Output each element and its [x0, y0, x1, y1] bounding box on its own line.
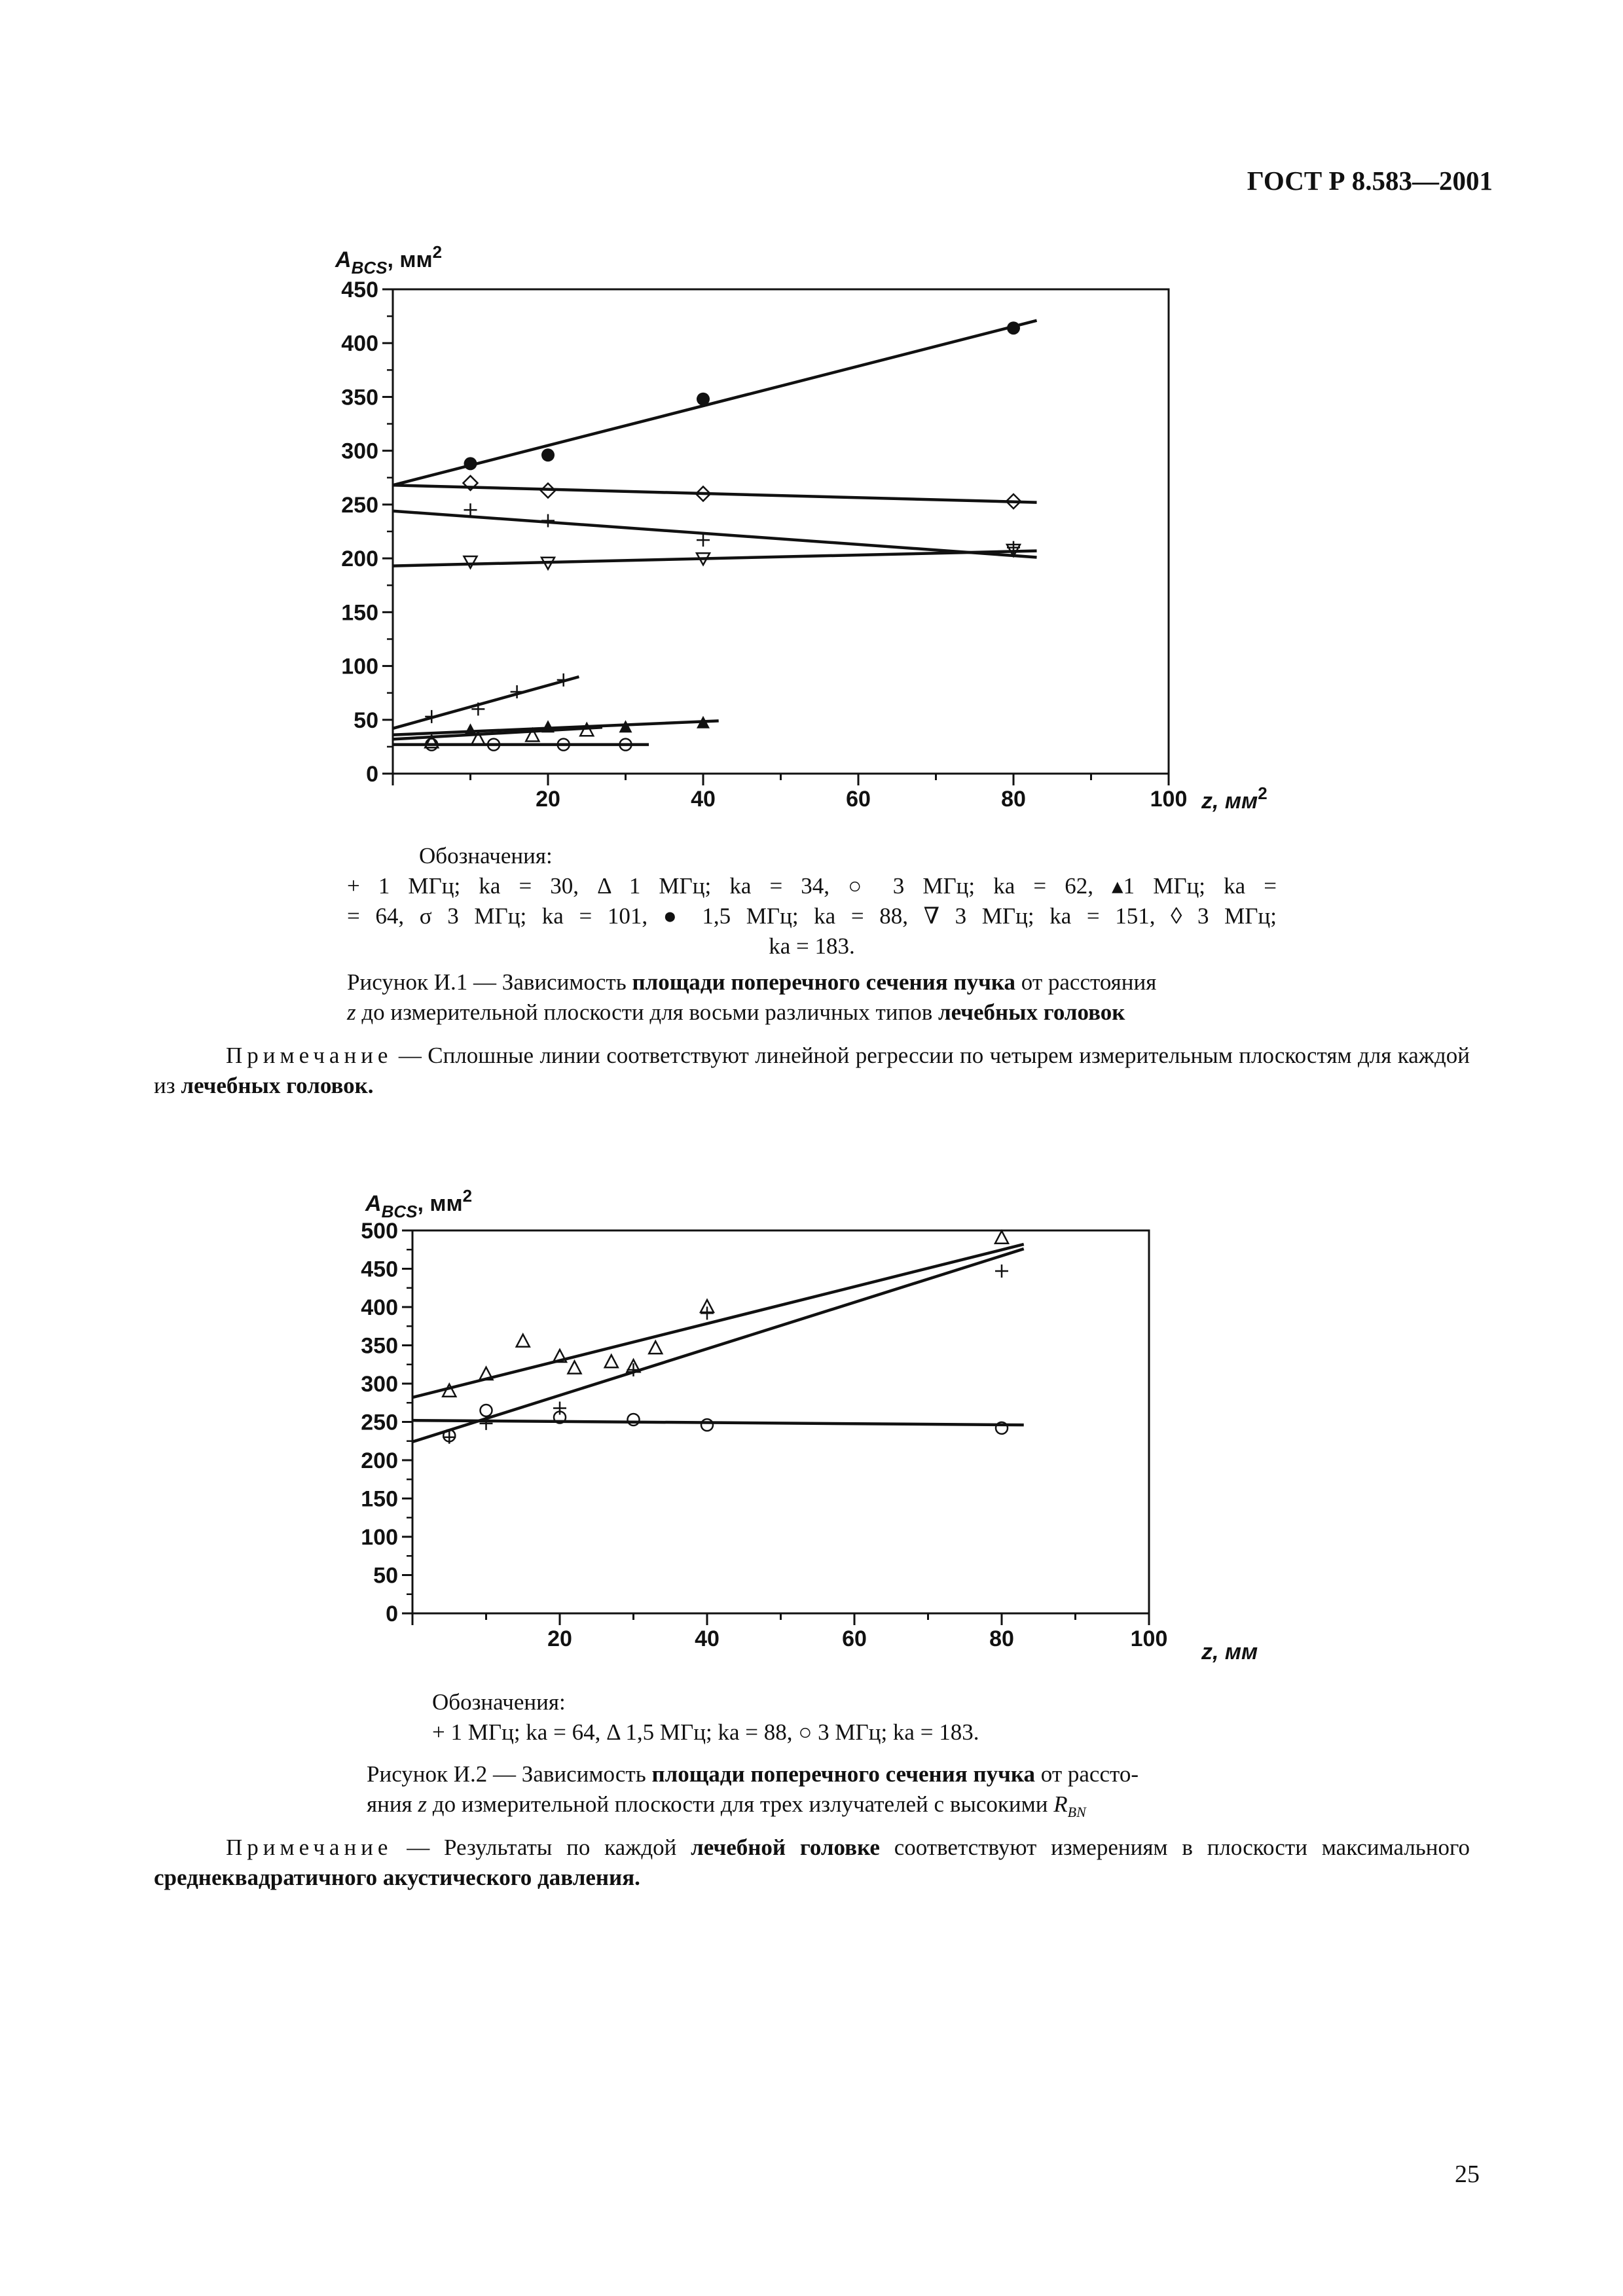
fig1-legend-title: Обозначения: — [419, 843, 553, 869]
figure1-note — [154, 1041, 1470, 1101]
fig1-ytick-label: 150 — [341, 600, 378, 626]
fig1-caption-bold: площади поперечного сечения пучка — [632, 969, 1016, 995]
fig1-ytick-label: 200 — [341, 547, 378, 572]
fig1-point-plus — [541, 514, 555, 528]
fig2-ylabel-sup: 2 — [462, 1186, 473, 1206]
figure1-chart — [288, 236, 1309, 825]
fig1-ytick-label: 100 — [341, 654, 378, 679]
fig2-ytick-label: 50 — [373, 1563, 398, 1588]
fig1-xtick-label: 80 — [1001, 787, 1026, 812]
figure2-caption — [367, 1759, 1283, 1827]
fig1-legend-line1: + 1 МГц; ka = 30, Δ 1 МГц; ka = 34, ○ 3 МГц; ka = 62, ▴1 МГц; ka = — [347, 873, 1277, 899]
fig2-point-plus — [995, 1265, 1008, 1278]
fig2-xlabel: z, мм — [1201, 1640, 1258, 1662]
fig2-ytick-label: 250 — [361, 1410, 398, 1435]
svg-text:ABCS, мм2 — [335, 242, 442, 278]
fig2-xtick-label: 40 — [695, 1626, 720, 1651]
fig1-xlabel-sup: 2 — [1258, 783, 1267, 803]
fig2-ytick-label: 350 — [361, 1333, 398, 1359]
fig2-point-triangle — [517, 1335, 530, 1347]
fig1-ytick-label: 50 — [354, 708, 378, 733]
fig2-ytick-label: 0 — [386, 1602, 398, 1626]
fig1-xtick-label: 60 — [846, 787, 871, 812]
svg-text:z, мм2 — [1201, 783, 1267, 814]
fig2-caption-text3: яния — [367, 1791, 418, 1817]
fig1-regression-line-3 — [393, 551, 1037, 566]
fig1-regression-line-0 — [393, 321, 1037, 486]
fig2-note-bold: лечебной головке — [691, 1835, 880, 1860]
fig1-note-bold: лечебных головок. — [181, 1073, 374, 1098]
fig2-note-label: Примечание — [226, 1835, 393, 1860]
fig2-caption-text: Рисунок И.2 — Зависимость — [367, 1761, 652, 1787]
fig1-ytick-label: 350 — [341, 385, 378, 410]
fig2-xtick-label: 100 — [1130, 1626, 1168, 1651]
fig2-legend-line1: + 1 МГц; ka = 64, Δ 1,5 МГц; ka = 88, ○ 3 МГц; ka = 183. — [432, 1719, 979, 1745]
fig2-note-text: — Результаты по каждой — [392, 1835, 691, 1860]
figure2-legend — [432, 1687, 1283, 1748]
figure2-note — [154, 1833, 1470, 1893]
fig2-point-triangle — [605, 1355, 618, 1367]
fig1-plot-frame — [393, 289, 1169, 774]
figure1-legend — [347, 841, 1277, 961]
fig1-point-plus — [557, 673, 570, 687]
fig1-ytick-label: 450 — [341, 278, 378, 302]
fig1-regression-line-5 — [393, 721, 719, 734]
fig2-regression-line-0 — [412, 1244, 1024, 1397]
fig1-point-filled-circle — [541, 448, 555, 461]
fig2-point-triangle — [995, 1231, 1008, 1244]
fig1-ytick-label: 0 — [366, 762, 378, 787]
fig2-ytick-label: 200 — [361, 1448, 398, 1473]
fig1-ylabel-main: A — [335, 247, 352, 272]
fig2-xtick-label: 80 — [989, 1626, 1014, 1651]
fig1-note-label: Примечание — [226, 1043, 393, 1068]
fig2-xtick-label: 60 — [842, 1626, 867, 1651]
fig1-point-down-triangle — [464, 556, 477, 568]
fig1-note-text: — Сплошные линии соответствуют линейной регрессии по четырем измерительным плоскостям для каждой из — [154, 1043, 1470, 1098]
fig2-ylabel-main: A — [365, 1191, 382, 1216]
fig1-caption-bold2: лечебных головок — [938, 999, 1125, 1025]
fig1-caption-text3: до измерительной плоскости для восьми различных типов — [356, 999, 938, 1025]
fig2-caption-var2: R — [1053, 1791, 1068, 1817]
page-number: 25 — [1455, 2161, 1480, 2188]
fig1-xlabel: z, мм — [1201, 789, 1258, 814]
fig2-point-triangle — [568, 1361, 581, 1374]
fig2-xtick-label: 20 — [547, 1626, 572, 1651]
fig1-xtick-label: 40 — [691, 787, 716, 812]
fig2-caption-bold: площади поперечного сечения пучка — [651, 1761, 1036, 1787]
fig1-point-plus — [425, 710, 438, 723]
fig2-regression-line-2 — [412, 1420, 1024, 1425]
fig1-regression-line-4 — [393, 677, 579, 728]
fig1-ylabel-unit: , мм — [387, 247, 433, 272]
fig1-caption-var: z — [347, 999, 356, 1025]
fig2-caption-text4: до измерительной плоскости для трех излучателей с высокими — [427, 1791, 1054, 1817]
fig2-ytick-label: 450 — [361, 1257, 398, 1282]
fig1-point-filled-circle — [464, 457, 477, 470]
fig2-caption-var: z — [418, 1791, 428, 1817]
fig2-point-circle — [481, 1405, 492, 1416]
fig2-regression-line-1 — [412, 1249, 1024, 1442]
fig2-caption-text2: от рассто- — [1035, 1761, 1139, 1787]
fig1-ylabel-sup: 2 — [432, 242, 443, 262]
fig1-ytick-label: 250 — [341, 492, 378, 518]
fig1-point-plus — [697, 533, 710, 547]
svg-text:z, мм — [1201, 1640, 1258, 1662]
fig2-ylabel-unit: , мм — [417, 1191, 463, 1216]
fig1-caption-text: Рисунок И.1 — Зависимость — [347, 969, 632, 995]
fig2-point-triangle — [649, 1341, 662, 1354]
fig1-point-filled-circle — [1007, 321, 1020, 334]
document-header: ГОСТ Р 8.583—2001 — [1247, 166, 1493, 196]
fig1-regression-line-1 — [393, 485, 1037, 502]
fig2-ytick-label: 500 — [361, 1219, 398, 1244]
fig1-xtick-label: 20 — [536, 787, 560, 812]
svg-text:ABCS, мм2 — [365, 1186, 472, 1221]
fig2-note-bold2: среднеквадратичного акустического давления. — [154, 1865, 640, 1890]
fig2-caption-sub: BN — [1067, 1804, 1086, 1820]
fig2-note-text2: соответствуют измерениям в плоскости максимального — [879, 1835, 1470, 1860]
fig2-ytick-label: 400 — [361, 1295, 398, 1320]
fig1-ytick-label: 400 — [341, 331, 378, 357]
fig1-legend-line3: ka = 183. — [769, 933, 855, 959]
fig2-legend-title: Обозначения: — [432, 1689, 566, 1715]
fig1-legend-line2: = 64, σ 3 МГц; ka = 101, ● 1,5 МГц; ka = 88, ∇ 3 МГц; ka = 151, ◊ 3 МГц; — [347, 903, 1277, 929]
figure2-svg — [334, 1178, 1316, 1662]
fig1-ylabel-sub: BCS — [351, 258, 388, 278]
fig2-ylabel-sub: BCS — [381, 1202, 418, 1221]
fig1-point-filled-circle — [697, 393, 710, 406]
fig2-point-circle — [628, 1414, 640, 1426]
fig2-ytick-label: 150 — [361, 1486, 398, 1512]
figure1-caption — [347, 967, 1296, 1028]
fig2-ytick-label: 100 — [361, 1525, 398, 1550]
fig1-caption-text2: от расстояния — [1015, 969, 1157, 995]
fig1-xtick-label: 100 — [1150, 787, 1188, 812]
figure2-chart — [334, 1178, 1316, 1662]
fig1-ytick-label: 300 — [341, 439, 378, 464]
fig1-point-plus — [464, 503, 477, 516]
fig1-regression-line-2 — [393, 511, 1037, 558]
fig2-point-circle — [701, 1419, 713, 1431]
fig2-ytick-label: 300 — [361, 1372, 398, 1397]
figure1-svg — [288, 236, 1309, 825]
